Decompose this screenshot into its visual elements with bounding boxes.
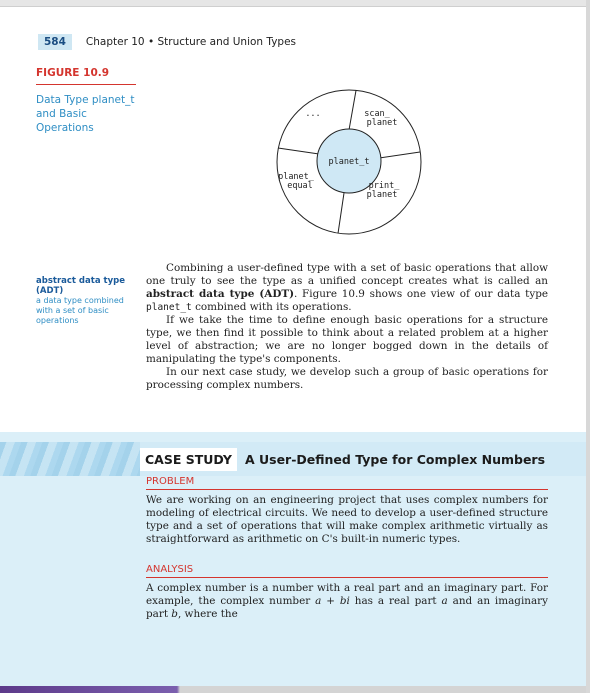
body-text (146, 262, 548, 392)
center-label: planet_t (328, 157, 370, 167)
paragraph-adt: Combining a user-defined type with a set of basic operations that allow one truly to see the type as a unified concept creates what is called an abstract data type (ADT). Figure 10.9 shows one view of our data type planet_t combined with its operations. (146, 262, 548, 313)
segment-print-line1: print_ (368, 181, 400, 191)
top-strip (0, 0, 590, 7)
planet-type-code: planet_t (146, 302, 192, 313)
segment-ellipsis: ... (305, 109, 321, 119)
margin-note-term: abstract data type (ADT) (36, 276, 125, 296)
case-study-banner (0, 442, 590, 476)
segment-print-line2: planet (366, 190, 398, 200)
segment-scan-line2: planet (366, 118, 398, 128)
figure-caption: Data Type planet_t and Basic Operations (36, 94, 135, 134)
margin-note (36, 276, 138, 326)
real-part-var: a (441, 595, 448, 607)
figure-label: FIGURE 10.9 (36, 67, 136, 85)
adt-diagram (264, 88, 434, 236)
imaginary-part-var: b (171, 608, 178, 620)
analysis-text: A complex number is a number with a real part and an imaginary part. For example, the complex number a + bi has a real part a and an imaginary part b, where the (146, 582, 549, 620)
banner-artwork (0, 442, 140, 476)
page-edge (586, 0, 590, 693)
chapter-title: Chapter 10 • Structure and Union Types (85, 36, 297, 48)
complex-expression: a + bi (315, 595, 350, 607)
adt-term: abstract data type (ADT) (146, 288, 295, 300)
bottom-bar (0, 686, 590, 693)
case-study-heading (140, 442, 545, 476)
figure-caption-box (36, 67, 136, 135)
problem-heading: PROBLEM (146, 476, 548, 490)
problem-text: We are working on an engineering project that uses complex numbers for modeling of electrical circuits. We need to develop a user-defined structure type and a set of operations that will make complex arithmetic virtually as straightforward as arithmetic on C's built-in numeric types. (146, 494, 548, 545)
page-header (38, 32, 296, 52)
page-number: 584 (38, 34, 72, 50)
paragraph-next-case: In our next case study, we develop such a group of basic operations for processing complex numbers. (146, 366, 548, 391)
segment-scan-line1: scan_ (364, 109, 390, 119)
segment-equal-line1: planet_ (278, 172, 314, 182)
margin-note-definition: a data type combined with a set of basic operations (36, 296, 124, 325)
segment-equal-line2: equal (287, 181, 313, 191)
analysis-heading: ANALYSIS (146, 564, 548, 578)
case-study-label: CASE STUDY (140, 448, 237, 471)
paragraph-abstraction: If we take the time to define enough basic operations for a structure type, we then find it possible to think about a related problem at a higher level of abstraction; we are no longer bogged down in the details of manipulating the type's components. (146, 314, 548, 365)
case-study-section (0, 432, 590, 693)
case-study-title: A User-Defined Type for Complex Numbers (244, 451, 546, 467)
